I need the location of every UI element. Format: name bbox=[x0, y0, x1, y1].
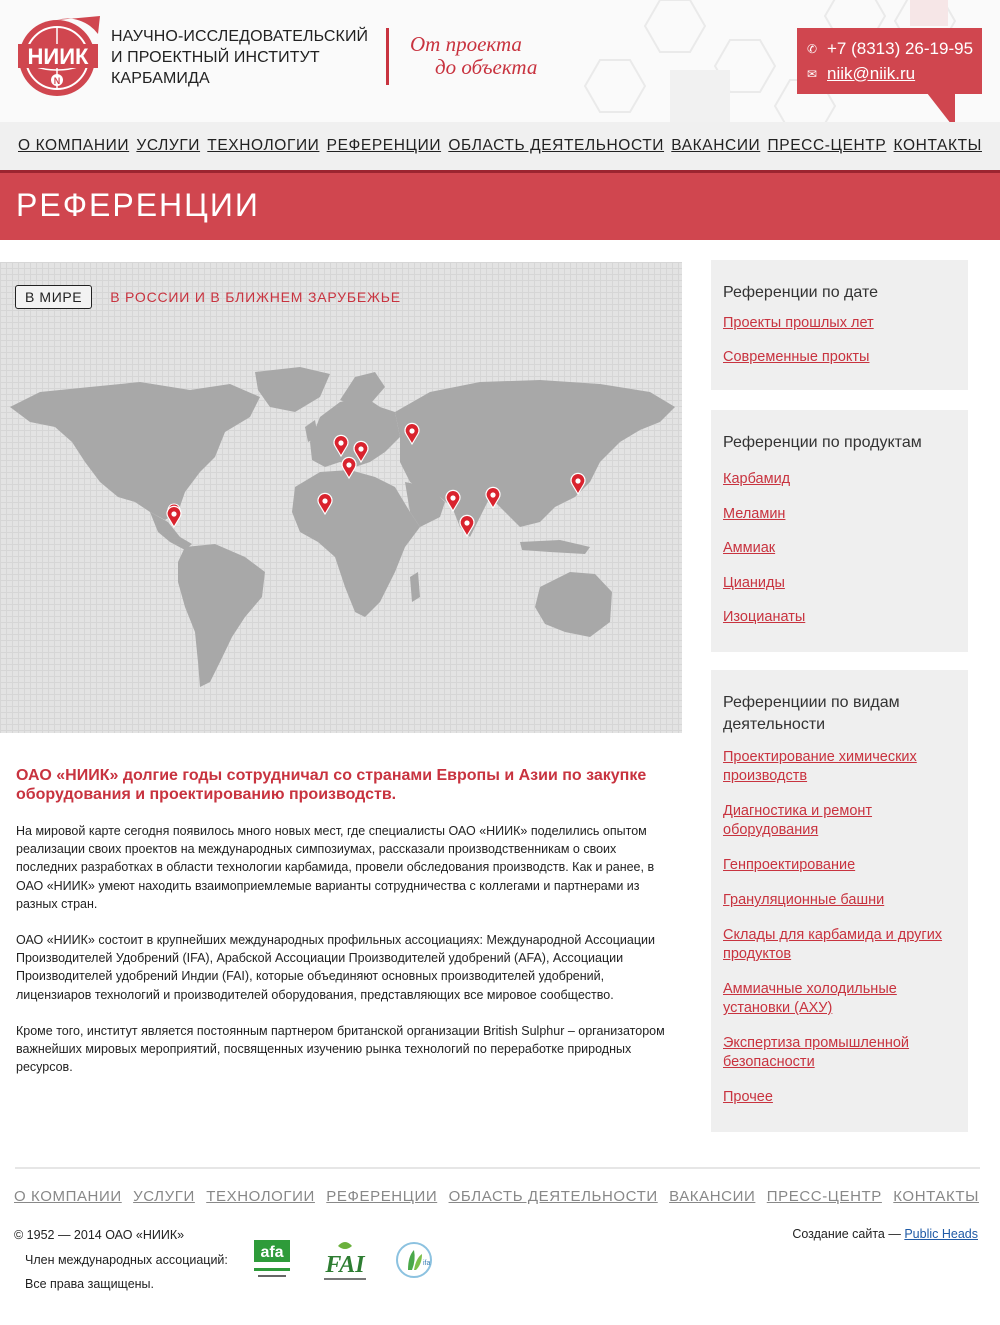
nav-item-services[interactable]: УСЛУГИ bbox=[136, 137, 201, 154]
rights-text: Все права защищены. bbox=[25, 1277, 155, 1291]
mail-icon: ✉ bbox=[807, 66, 818, 81]
header-divider bbox=[386, 28, 389, 85]
world-map bbox=[0, 362, 682, 702]
continent-north-america bbox=[10, 382, 260, 520]
sidebar-link-modern-projects[interactable]: Современные прокты bbox=[723, 349, 870, 365]
sidebar-link-isocyanates[interactable]: Изоцианаты bbox=[723, 609, 806, 625]
nav-item-activity[interactable]: ОБЛАСТЬ ДЕЯТЕЛЬНОСТИ bbox=[448, 137, 665, 154]
sidebar-title: Референции по дате bbox=[723, 284, 878, 301]
niik-logo[interactable] bbox=[14, 14, 102, 98]
sidebar-by-product bbox=[711, 410, 968, 652]
footer-nav-press[interactable]: ПРЕСС-ЦЕНТР bbox=[766, 1188, 882, 1205]
sidebar-link-urea[interactable]: Карбамид bbox=[723, 471, 791, 487]
continent-madagascar bbox=[410, 572, 420, 602]
svg-text:N: N bbox=[53, 76, 61, 86]
nav-item-press[interactable]: ПРЕСС-ЦЕНТР bbox=[767, 137, 887, 154]
sidebar-link-safety-expertise[interactable]: Экспертиза промышленной безопасности bbox=[723, 1035, 910, 1070]
tab-russia[interactable]: В РОССИИ И В БЛИЖНЕМ ЗАРУБЕЖЬЕ bbox=[110, 289, 401, 305]
footer-nav-activity[interactable]: ОБЛАСТЬ ДЕЯТЕЛЬНОСТИ bbox=[448, 1188, 658, 1205]
sidebar-title: Референциии по видам деятельности bbox=[723, 694, 900, 733]
sidebar-link-prilling-towers[interactable]: Грануляционные башни bbox=[723, 892, 885, 908]
sidebar-link-past-projects[interactable]: Проекты прошлых лет bbox=[723, 315, 874, 331]
afa-logo[interactable] bbox=[250, 1238, 294, 1284]
map-pin-icon[interactable] bbox=[486, 487, 500, 508]
continent-greenland bbox=[255, 367, 330, 412]
sidebar-link-ammonia-refrigeration[interactable]: Аммиачные холодильные установки (АХУ) bbox=[723, 981, 897, 1016]
continent-scandinavia bbox=[340, 372, 385, 407]
paragraph: Кроме того, институт является постоянным партнером британской организации British Sulphur – организатором важнейших мировых мероприятий, посвященных изучению рынка технологий по переработке природных ресурсов. bbox=[16, 1023, 665, 1075]
page-banner bbox=[0, 173, 1000, 240]
email-link[interactable]: niik@niik.ru bbox=[827, 63, 916, 83]
footer-nav-company[interactable]: О КОМПАНИИ bbox=[14, 1188, 122, 1205]
footer-nav-technologies[interactable]: ТЕХНОЛОГИИ bbox=[206, 1188, 315, 1205]
sidebar-link-general-design[interactable]: Генпроектирование bbox=[723, 857, 856, 873]
page-title: РЕФЕРЕНЦИИ bbox=[16, 187, 260, 223]
svg-text:afa: afa bbox=[260, 1244, 284, 1261]
sidebar-title: Референции по продуктам bbox=[723, 434, 922, 451]
continent-europe bbox=[310, 397, 400, 467]
sidebar-link-melamine[interactable]: Меламин bbox=[723, 505, 786, 522]
nav-item-references[interactable]: РЕФЕРЕНЦИИ bbox=[326, 137, 442, 154]
phone-icon: ✆ bbox=[807, 41, 818, 56]
sidebar-link-warehouses[interactable]: Склады для карбамида и других продуктов bbox=[723, 927, 943, 962]
world-map-panel bbox=[0, 262, 682, 733]
nav-item-company[interactable]: О КОМПАНИИ bbox=[18, 137, 130, 154]
site-credit: Создание сайта — Public Heads bbox=[792, 1227, 978, 1241]
copyright: © 1952 — 2014 ОАО «НИИК» bbox=[14, 1228, 185, 1242]
paragraph: ОАО «НИИК» состоит в крупнейших международных профильных ассоциациях: Международной Ассоциации Производителей Удобрений (IFA), Арабской Ассоциации Производителей удобрений (AFA), Ассоциации Производителей удобрений Индии (FAI), которые объединяют основных производителей удобрений, лицензиаров технологий и производителей оборудования, представляющих все мировое сообщество. bbox=[16, 933, 655, 1002]
main-nav bbox=[0, 122, 1000, 170]
map-tabs bbox=[15, 285, 401, 309]
footer-nav-references[interactable]: РЕФЕРЕНЦИИ bbox=[326, 1188, 438, 1205]
sidebar-by-date bbox=[711, 260, 968, 390]
phone-number[interactable]: +7 (8313) 26-19-95 bbox=[827, 38, 974, 58]
continent-south-america bbox=[178, 544, 265, 687]
footer-nav-vacancies[interactable]: ВАКАНСИИ bbox=[669, 1188, 756, 1205]
ifa-logo[interactable] bbox=[394, 1238, 434, 1284]
credit-link[interactable]: Public Heads bbox=[904, 1227, 978, 1241]
sidebar-link-other[interactable]: Прочее bbox=[723, 1089, 773, 1105]
svg-text:ifa: ifa bbox=[423, 1260, 431, 1267]
paragraph: На мировой карте сегодня появилось много новых мест, где специалисты ОАО «НИИК» поделились опытом реализации своих проектов на международных симпозиумах, рассказали производственникам о своих последних разработках в области технологии карбамида, провели обследования производств. Как и ранее, в ОАО «НИИК» умеют находить взаимоприемлемые варианты сотрудничества с коллегами и партнерами из разных стран. bbox=[16, 824, 655, 911]
nav-item-contacts[interactable]: КОНТАКТЫ bbox=[893, 137, 982, 154]
footer-nav bbox=[14, 1188, 979, 1205]
nav-item-technologies[interactable]: ТЕХНОЛОГИИ bbox=[207, 137, 320, 154]
slogan: От проекта до объекта bbox=[410, 32, 538, 79]
continent-indonesia bbox=[520, 540, 590, 554]
sidebar-link-ammonia[interactable]: Аммиак bbox=[723, 540, 776, 556]
fai-logo[interactable] bbox=[318, 1238, 372, 1284]
continent-africa bbox=[292, 470, 420, 617]
footer-divider bbox=[15, 1167, 980, 1169]
sidebar-by-activity bbox=[711, 670, 968, 1132]
body-text bbox=[16, 822, 668, 1094]
sidebar-link-chemical-design[interactable]: Проектирование химических производств bbox=[723, 749, 917, 784]
footer-nav-services[interactable]: УСЛУГИ bbox=[133, 1188, 195, 1205]
footer-nav-contacts[interactable]: КОНТАКТЫ bbox=[893, 1188, 979, 1205]
svg-text:FAI: FAI bbox=[325, 1252, 365, 1278]
contact-box bbox=[797, 28, 982, 94]
tab-world[interactable]: В МИРЕ bbox=[15, 285, 92, 309]
sidebar-link-cyanides[interactable]: Цианиды bbox=[723, 574, 785, 591]
continent-australia bbox=[535, 572, 612, 637]
svg-text:НИИК: НИИК bbox=[27, 44, 89, 69]
lead-text: ОАО «НИИК» долгие годы сотрудничал со странами Европы и Азии по закупке оборудования и проектированию производств. bbox=[16, 767, 647, 803]
member-label: Член международных ассоциаций: bbox=[25, 1253, 228, 1267]
nav-item-vacancies[interactable]: ВАКАНСИИ bbox=[671, 137, 761, 154]
institute-name: НАУЧНО-ИССЛЕДОВАТЕЛЬСКИЙ И ПРОЕКТНЫЙ ИНСТИТУТ КАРБАМИДА bbox=[111, 28, 369, 87]
sidebar-link-diagnostics[interactable]: Диагностика и ремонт оборудования bbox=[723, 803, 873, 838]
